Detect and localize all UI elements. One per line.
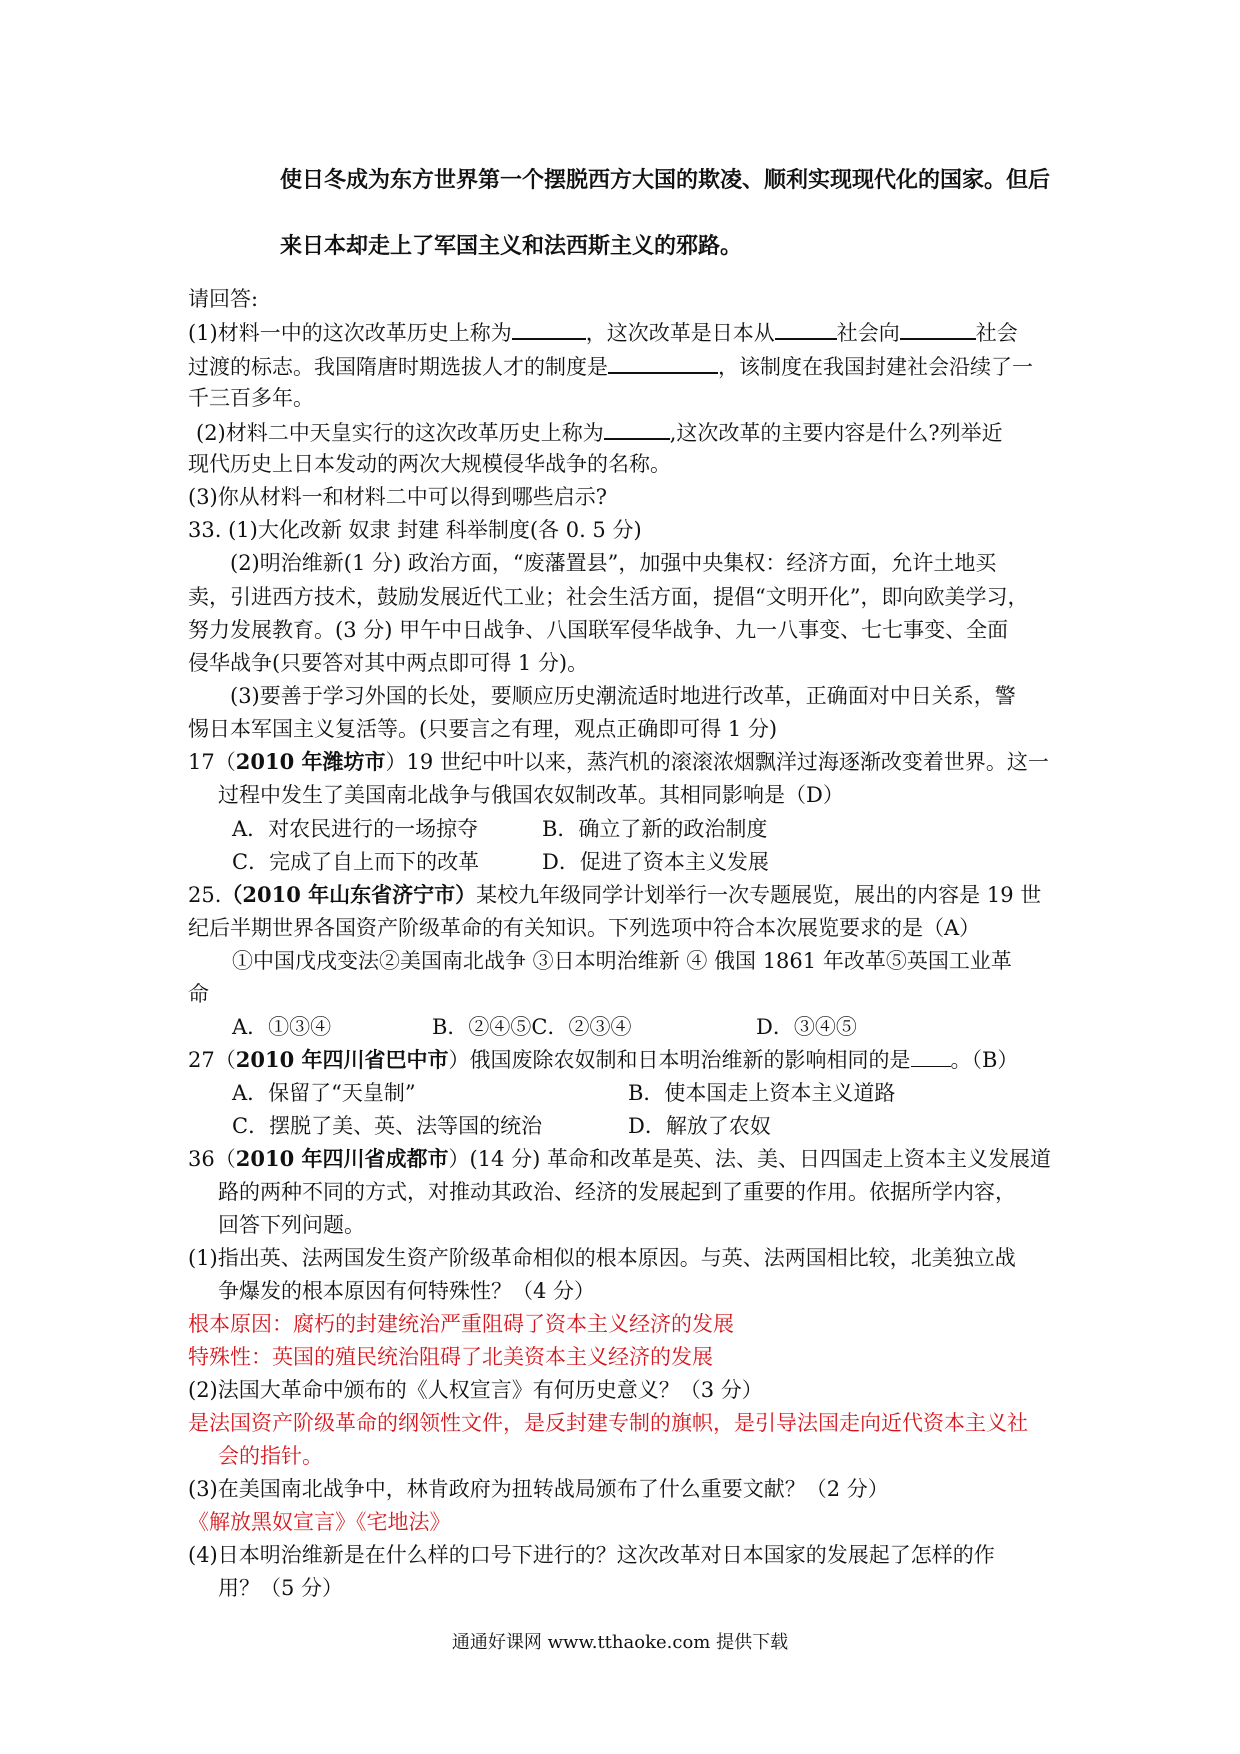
q36-sub4-line2: 用？（5 分） bbox=[218, 1576, 344, 1600]
q33-part1-line2: 过渡的标志。我国隋唐时期选拔人才的制度是 ，该制度在我国封建社会沿续了一 bbox=[188, 350, 1033, 382]
q33-part1-line3: 千三百多年。 bbox=[188, 386, 314, 410]
q25-line4: 命 bbox=[188, 982, 209, 1006]
answer-blank[interactable] bbox=[604, 416, 670, 440]
q36-source: 2010 年四川省成都市 bbox=[235, 1146, 449, 1171]
q17-option-c: C．完成了自上而下的改革 bbox=[232, 850, 480, 874]
q36-line2: 路的两种不同的方式，对推动其政治、经济的发展起到了重要的作用。依据所学内容， bbox=[218, 1180, 1016, 1204]
q36-answer2-line1: 是法国资产阶级革命的纲领性文件，是反封建专制的旗帜，是引导法国走向近代资本主义社 bbox=[188, 1411, 1028, 1435]
q17-option-a: A．对农民进行的一场掠夺 bbox=[232, 817, 479, 841]
q17-option-b: B．确立了新的政治制度 bbox=[542, 817, 768, 841]
intro-line-1: 使日冬成为东方世界第一个摆脱西方大国的欺凌、顺利实现现代化的国家。但后 bbox=[280, 168, 1051, 193]
q25-line2: 纪后半期世界各国资产阶级革命的有关知识。下列选项中符合本次展览要求的是（A） bbox=[188, 916, 981, 940]
q27-line1: 27（2010 年四川省巴中市）俄国废除农奴制和日本明治维新的影响相同的是 。（B） bbox=[188, 1047, 1019, 1072]
q33-part3: (3)你从材料一和材料二中可以得到哪些启示? bbox=[188, 485, 608, 509]
q36-answer1-line2: 特殊性：英国的殖民统治阻碍了北美资本主义经济的发展 bbox=[188, 1345, 713, 1369]
q17-source: 2010 年潍坊市 bbox=[235, 749, 386, 774]
q33-part2-line1: (2)材料二中天皇实行的这次改革历史上称为 ,这次改革的主要内容是什么?列举近 bbox=[196, 416, 1003, 448]
q36-sub4-line1: (4)日本明治维新是在什么样的口号下进行的？这次改革对日本国家的发展起了怎样的作 bbox=[188, 1543, 995, 1567]
ans33-line4: 努力发展教育。(3 分) 甲午中日战争、八国联军侵华战争、九一八事变、七七事变、全面 bbox=[188, 618, 1009, 642]
q27-source: 2010 年四川省巴中市 bbox=[235, 1047, 449, 1072]
q36-sub1-line2: 争爆发的根本原因有何特殊性？（4 分） bbox=[218, 1279, 596, 1303]
q36-answer1-line1: 根本原因：腐朽的封建统治严重阻碍了资本主义经济的发展 bbox=[188, 1312, 734, 1336]
q36-line1: 36（2010 年四川省成都市）(14 分) 革命和改革是英、法、美、日四国走上资本主义发展道 bbox=[188, 1146, 1051, 1171]
ans33-line2: (2)明治维新(1 分) 政治方面，“废藩置县”，加强中央集权：经济方面，允许土地买 bbox=[230, 551, 997, 575]
q27-option-a: A．保留了“天皇制” bbox=[232, 1081, 416, 1105]
q25-source: （2010 年山东省济宁市） bbox=[221, 882, 477, 907]
q25-line3: ①中国戊戌变法②美国南北战争 ③日本明治维新 ④ 俄国 1861 年改革⑤英国工业革 bbox=[232, 949, 1012, 973]
answer-blank[interactable] bbox=[608, 350, 718, 374]
q33-part2-line2: 现代历史上日本发动的两次大规模侵华战争的名称。 bbox=[188, 452, 671, 476]
q25-option-d: D．③④⑤ bbox=[756, 1015, 857, 1039]
q36-sub1-line1: (1)指出英、法两国发生资产阶级革命相似的根本原因。与英、法两国相比较，北美独立战 bbox=[188, 1246, 1016, 1270]
q36-sub3: (3)在美国南北战争中，林肯政府为扭转战局颁布了什么重要文献？（2 分） bbox=[188, 1477, 889, 1501]
ans33-line7: 惕日本军国主义复活等。(只要言之有理，观点正确即可得 1 分) bbox=[188, 717, 778, 741]
q33-part1-line1: (1)材料一中的这次改革历史上称为 ，这次改革是日本从 社会向 社会 bbox=[188, 316, 1018, 348]
answer-blank[interactable] bbox=[512, 316, 586, 340]
intro-line-2: 来日本却走上了军国主义和法西斯主义的邪路。 bbox=[280, 234, 743, 259]
q36-sub2: (2)法国大革命中颁布的《人权宣言》有何历史意义？（3 分） bbox=[188, 1378, 763, 1402]
answer-blank[interactable] bbox=[900, 316, 976, 340]
q25-option-a: A．①③④ bbox=[232, 1015, 332, 1039]
q36-line3: 回答下列问题。 bbox=[218, 1213, 365, 1237]
answer-blank[interactable] bbox=[775, 316, 837, 340]
q17-option-d: D．促进了资本主义发展 bbox=[542, 850, 769, 874]
q27-option-b: B．使本国走上资本主义道路 bbox=[628, 1081, 896, 1105]
answer-blank[interactable] bbox=[911, 1046, 951, 1067]
page-footer: 通通好课网 www.tthaoke.com 提供下载 bbox=[451, 1632, 789, 1653]
q36-answer2-line2: 会的指针。 bbox=[218, 1444, 323, 1468]
q27-option-d: D．解放了农奴 bbox=[628, 1114, 771, 1138]
q25-option-bc: B．②④⑤C．②③④ bbox=[432, 1015, 632, 1039]
q17-line2: 过程中发生了美国南北战争与俄国农奴制改革。其相同影响是（D） bbox=[218, 783, 844, 807]
q33-prompt: 请回答: bbox=[188, 287, 259, 311]
q17-line1: 17（2010 年潍坊市）19 世纪中叶以来，蒸汽机的滚滚浓烟飘洋过海逐渐改变着世界。这一 bbox=[188, 749, 1049, 774]
q36-answer3: 《解放黑奴宣言》《宅地法》 bbox=[188, 1510, 451, 1534]
ans33-line5: 侵华战争(只要答对其中两点即可得 1 分)。 bbox=[188, 651, 589, 675]
ans33-line3: 卖，引进西方技术，鼓励发展近代工业；社会生活方面，提倡“文明开化”，即向欧美学习， bbox=[188, 585, 1029, 609]
ans33-line1: 33. (1)大化改新 奴隶 封建 科举制度(各 0. 5 分) bbox=[188, 518, 642, 542]
ans33-line6: (3)要善于学习外国的长处，要顺应历史潮流适时地进行改革，正确面对中日关系，警 bbox=[230, 684, 1016, 708]
q25-line1: 25.（2010 年山东省济宁市）某校九年级同学计划举行一次专题展览，展出的内容是 19 世 bbox=[188, 882, 1042, 907]
q27-option-c: C．摆脱了美、英、法等国的统治 bbox=[232, 1114, 543, 1138]
